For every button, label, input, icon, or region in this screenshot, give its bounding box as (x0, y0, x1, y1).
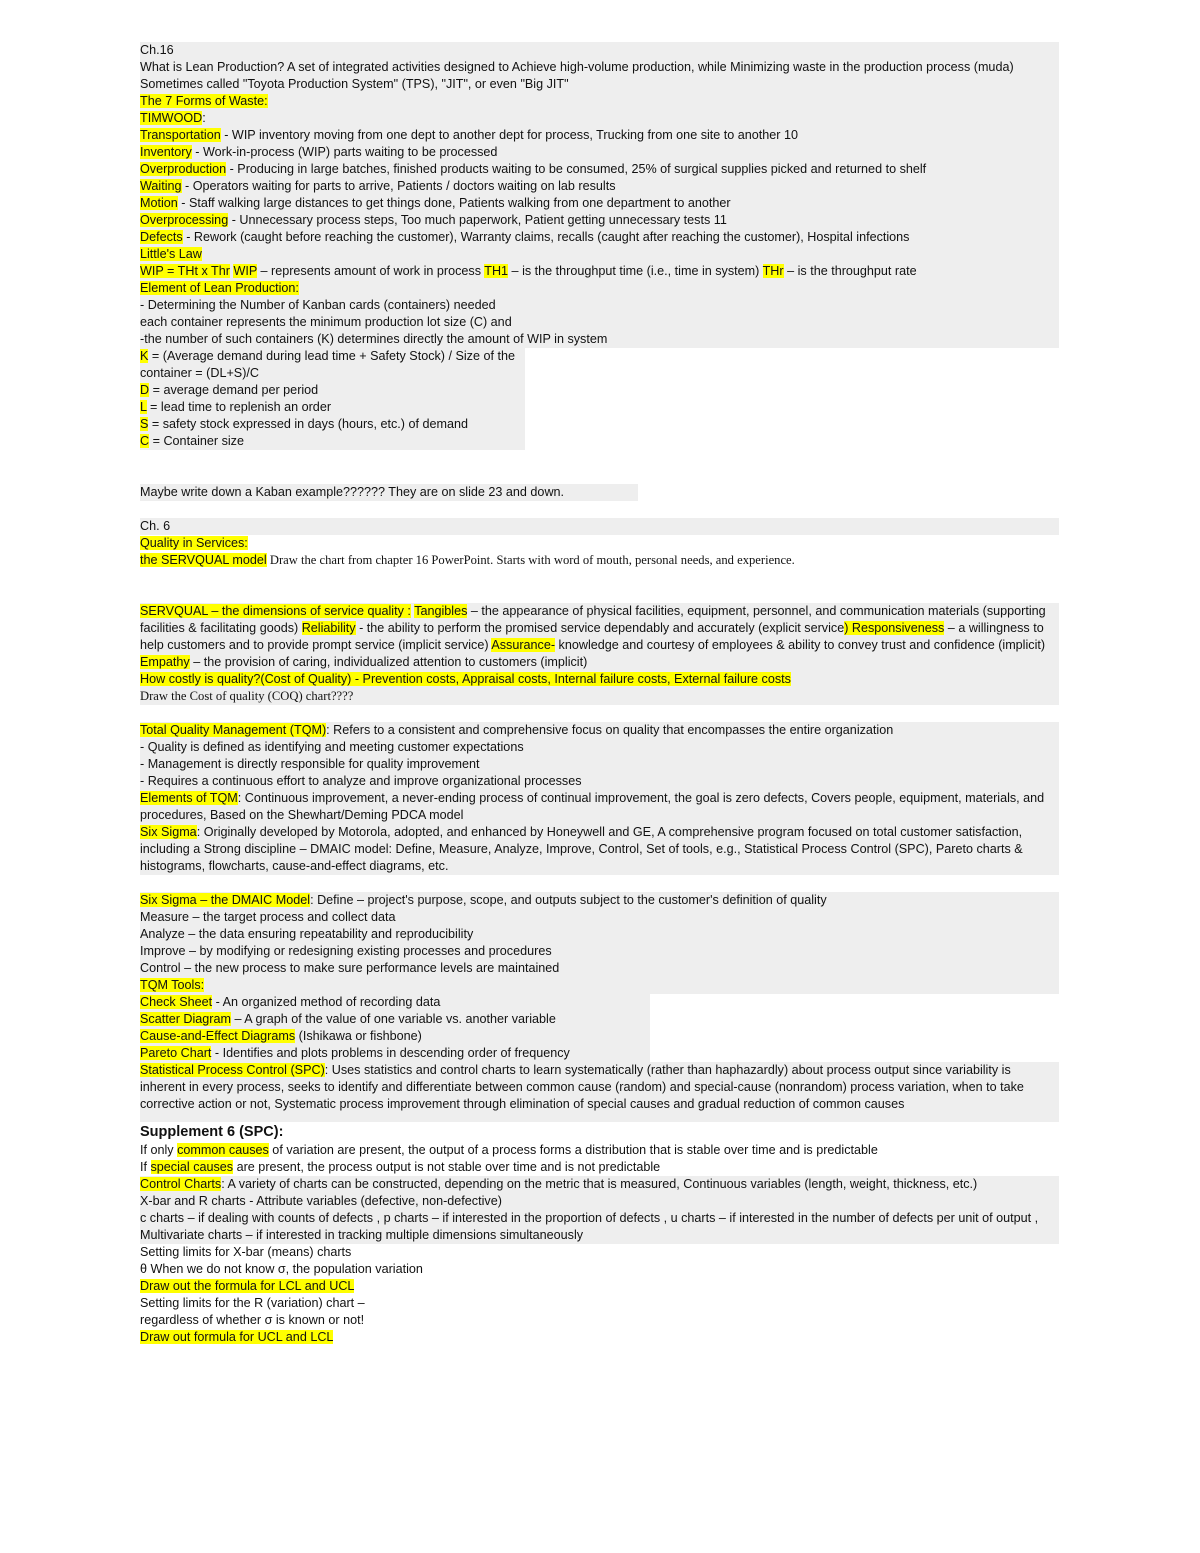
waste-term: Inventory (140, 145, 192, 159)
reliability-term: Reliability (301, 621, 356, 635)
tqm-bullet: - Requires a continuous effort to analyze and improve organizational processes (140, 774, 582, 788)
tqm-tools-heading: TQM Tools: (140, 978, 205, 992)
tangibles-term: Tangibles (414, 604, 468, 618)
special-causes-term: special causes (150, 1160, 234, 1174)
waste-desc: - Producing in large batches, finished products waiting to be consumed, 25% of surgical supplies picked and returned to shelf (226, 162, 927, 176)
tqm-desc: : Refers to a consistent and comprehensive focus on quality that encompasses the entire organization (326, 723, 894, 737)
chart-types: c charts – if dealing with counts of defects , p charts – if interested in the proportion of defects , u charts – if interested in the number of defects per unit of output , Multivariate charts – if interested in tracking multiple dimensions simultaneously (140, 1211, 1039, 1242)
spc-desc: : Uses statistics and control charts to learn systematically (rather than haphazardly) about process output since variability is inherent in every process, seeks to identify and differentiate between common cause (random) and special-cause (nonrandom) process variation, when to take corrective action or not, Systematic process improvement through elimination of special causes and gradual reduction of common causes (140, 1063, 1024, 1111)
waste-term: Waiting (140, 179, 182, 193)
supplement-heading: Supplement 6 (SPC): (140, 1124, 284, 1140)
wip-formula: WIP = THt x Thr (140, 264, 230, 278)
var-term: S (140, 417, 149, 431)
servqual-note: Draw the chart from chapter 16 PowerPoint. Starts with word of mouth, personal needs, and experience. (266, 553, 795, 567)
tool-desc: - An organized method of recording data (212, 995, 441, 1009)
ch16-section (140, 42, 1059, 348)
waste-term: Transportation (140, 128, 221, 142)
tool-term: Scatter Diagram (140, 1012, 231, 1026)
var-term: K (140, 349, 149, 363)
waste-term: Overproduction (140, 162, 227, 176)
tool-desc: – A graph of the value of one variable vs. another variable (231, 1012, 556, 1026)
quality-services-heading: Quality in Services: (140, 536, 248, 550)
lean-line: -the number of such containers (K) determines directly the amount of WIP in system (140, 332, 608, 346)
waste-desc: - Unnecessary process steps, Too much paperwork, Patient getting unnecessary tests 11 (228, 213, 727, 227)
responsiveness-term: ) Responsiveness (844, 621, 945, 635)
common-causes-term: common causes (177, 1143, 269, 1157)
reliability-desc: - the ability to perform the promised service dependably and accurately (explicit service (355, 621, 845, 635)
empathy-term: Empathy (140, 655, 190, 669)
var-desc: = average demand per period (149, 383, 319, 397)
lean-line: - Determining the Number of Kanban cards (containers) needed (140, 298, 496, 312)
responsiveness-desc: – a willingness to help customers and to provide prompt service (implicit service) (140, 621, 1044, 652)
assurance-term: Assurance- (491, 638, 556, 652)
common-post: of variation are present, the output of a process forms a distribution that is stable over time and is predictable (268, 1143, 878, 1157)
assurance-desc: knowledge and courtesy of employees & ability to convey trust and confidence (implicit) (555, 638, 1046, 652)
lean-elements-heading: Element of Lean Production: (140, 281, 299, 295)
var-desc: = (Average demand during lead time + Safety Stock) / Size of the container = (DL+S)/C (140, 349, 515, 380)
tool-term: Cause-and-Effect Diagrams (140, 1029, 296, 1043)
special-post: are present, the process output is not stable over time and is not predictable (233, 1160, 661, 1174)
tool-term: Check Sheet (140, 995, 213, 1009)
var-term: D (140, 383, 150, 397)
dmaic-line: Analyze – the data ensuring repeatability and reproducibility (140, 927, 474, 941)
tqm-term: Total Quality Management (TQM) (140, 723, 327, 737)
special-pre: If (140, 1160, 151, 1174)
regardless-line: regardless of whether σ is known or not! (140, 1313, 365, 1327)
waste-desc: - Operators waiting for parts to arrive, Patients / doctors waiting on lab results (181, 179, 616, 193)
dmaic-line: Measure – the target process and collect data (140, 910, 396, 924)
limits-xbar: Setting limits for X-bar (means) charts (140, 1245, 352, 1259)
servqual-dims-heading: SERVQUAL – the dimensions of service quality : (140, 604, 411, 618)
tqm-bullet: - Management is directly responsible for quality improvement (140, 757, 480, 771)
coq-note: Draw the Cost of quality (COQ) chart???? (140, 689, 354, 703)
littles-law-heading: Little's Law (140, 247, 202, 261)
cost-of-quality: How costly is quality?(Cost of Quality) - Prevention costs, Appraisal costs, Internal failure costs, External failure costs (140, 672, 791, 686)
draw-lcl-ucl: Draw out the formula for LCL and UCL (140, 1279, 355, 1293)
sigma-unknown: θ When we do not know σ, the population variation (140, 1262, 423, 1276)
control-charts-term: Control Charts (140, 1177, 222, 1191)
ch6-heading: Ch. 6 (140, 519, 171, 533)
waste-heading: The 7 Forms of Waste: (140, 94, 268, 108)
tht-desc: – is the throughput time (i.e., time in system) (508, 264, 763, 278)
empathy-desc: – the provision of caring, individualized attention to customers (implicit) (189, 655, 588, 669)
kanban-note: Maybe write down a Kaban example?????? They are on slide 23 and down. (140, 485, 565, 499)
var-term: L (140, 400, 147, 414)
waste-term: Overprocessing (140, 213, 229, 227)
waste-term: Motion (140, 196, 178, 210)
xbar-line: X-bar and R charts - Attribute variables (defective, non-defective) (140, 1194, 502, 1208)
tool-term: Pareto Chart (140, 1046, 212, 1060)
var-term: C (140, 434, 150, 448)
spc-term: Statistical Process Control (SPC) (140, 1063, 325, 1077)
wip-term: WIP (233, 264, 257, 278)
common-pre: If only (140, 1143, 178, 1157)
tangibles-desc: – the appearance of physical facilities, equipment, personnel, and communication materials (supporting facilities & facilitating goods) (140, 604, 1046, 635)
notes-page (140, 42, 1059, 1346)
timwood-colon: : (202, 111, 206, 125)
tqm-elements-term: Elements of TQM (140, 791, 238, 805)
tool-desc: - Identifies and plots problems in descending order of frequency (211, 1046, 570, 1060)
lean-intro: What is Lean Production? A set of integrated activities designed to Achieve high-volume production, while Minimizing waste in the production process (muda) Sometimes called "Toyota Production System" (TPS), "JIT", or even "Big JIT" (140, 60, 1014, 91)
timwood-label: TIMWOOD (140, 111, 203, 125)
var-desc: = Container size (149, 434, 244, 448)
var-desc: = safety stock expressed in days (hours, etc.) of demand (148, 417, 468, 431)
waste-term: Defects (140, 230, 183, 244)
tqm-elements-desc: : Continuous improvement, a never-ending process of continual improvement, the goal is zero defects, Covers people, equipment, materials, and procedures, Based on the Shewhart/Deming PDCA model (140, 791, 1045, 822)
dmaic-desc: : Define – project's purpose, scope, and outputs subject to the customer's definition of quality (310, 893, 827, 907)
six-sigma-term: Six Sigma (140, 825, 197, 839)
limits-r: Setting limits for the R (variation) chart – (140, 1296, 365, 1310)
ch16-heading: Ch.16 (140, 43, 174, 57)
wip-desc: – represents amount of work in process (257, 264, 485, 278)
dmaic-term: Six Sigma – the DMAIC Model (140, 893, 311, 907)
waste-desc: - WIP inventory moving from one dept to another dept for process, Trucking from one site to another 10 (220, 128, 799, 142)
waste-desc: - Rework (caught before reaching the customer), Warranty claims, recalls (caught after reaching the customer), Hospital infections (182, 230, 910, 244)
ch6-section (140, 518, 1059, 535)
dmaic-line: Control – the new process to make sure performance levels are maintained (140, 961, 560, 975)
waste-desc: - Work-in-process (WIP) parts waiting to be processed (191, 145, 498, 159)
dmaic-line: Improve – by modifying or redesigning existing processes and procedures (140, 944, 552, 958)
tht-term: TH1 (484, 264, 509, 278)
thr-term: THr (762, 264, 784, 278)
waste-desc: - Staff walking large distances to get things done, Patients walking from one department to another (177, 196, 731, 210)
tqm-bullet: - Quality is defined as identifying and meeting customer expectations (140, 740, 524, 754)
tool-desc: (Ishikawa or fishbone) (295, 1029, 422, 1043)
control-charts-desc: : A variety of charts can be constructed, depending on the metric that is measured, Continuous variables (length, weight, thickness, etc.) (221, 1177, 978, 1191)
thr-desc: – is the throughput rate (783, 264, 917, 278)
servqual-model-label: the SERVQUAL model (140, 553, 267, 567)
var-desc: = lead time to replenish an order (146, 400, 332, 414)
lean-line: each container represents the minimum production lot size (C) and (140, 315, 512, 329)
six-sigma-desc: : Originally developed by Motorola, adopted, and enhanced by Honeywell and GE, A comprehensive program focused on total customer satisfaction, including a Strong discipline – DMAIC model: Define, Measure, Analyze, Improve, Control, Set of tools, e.g., Statistical Process Control (SPC), Pareto charts & histograms, flowcharts, cause-and-effect diagrams, etc. (140, 825, 1023, 873)
draw-ucl-lcl: Draw out formula for UCL and LCL (140, 1330, 334, 1344)
